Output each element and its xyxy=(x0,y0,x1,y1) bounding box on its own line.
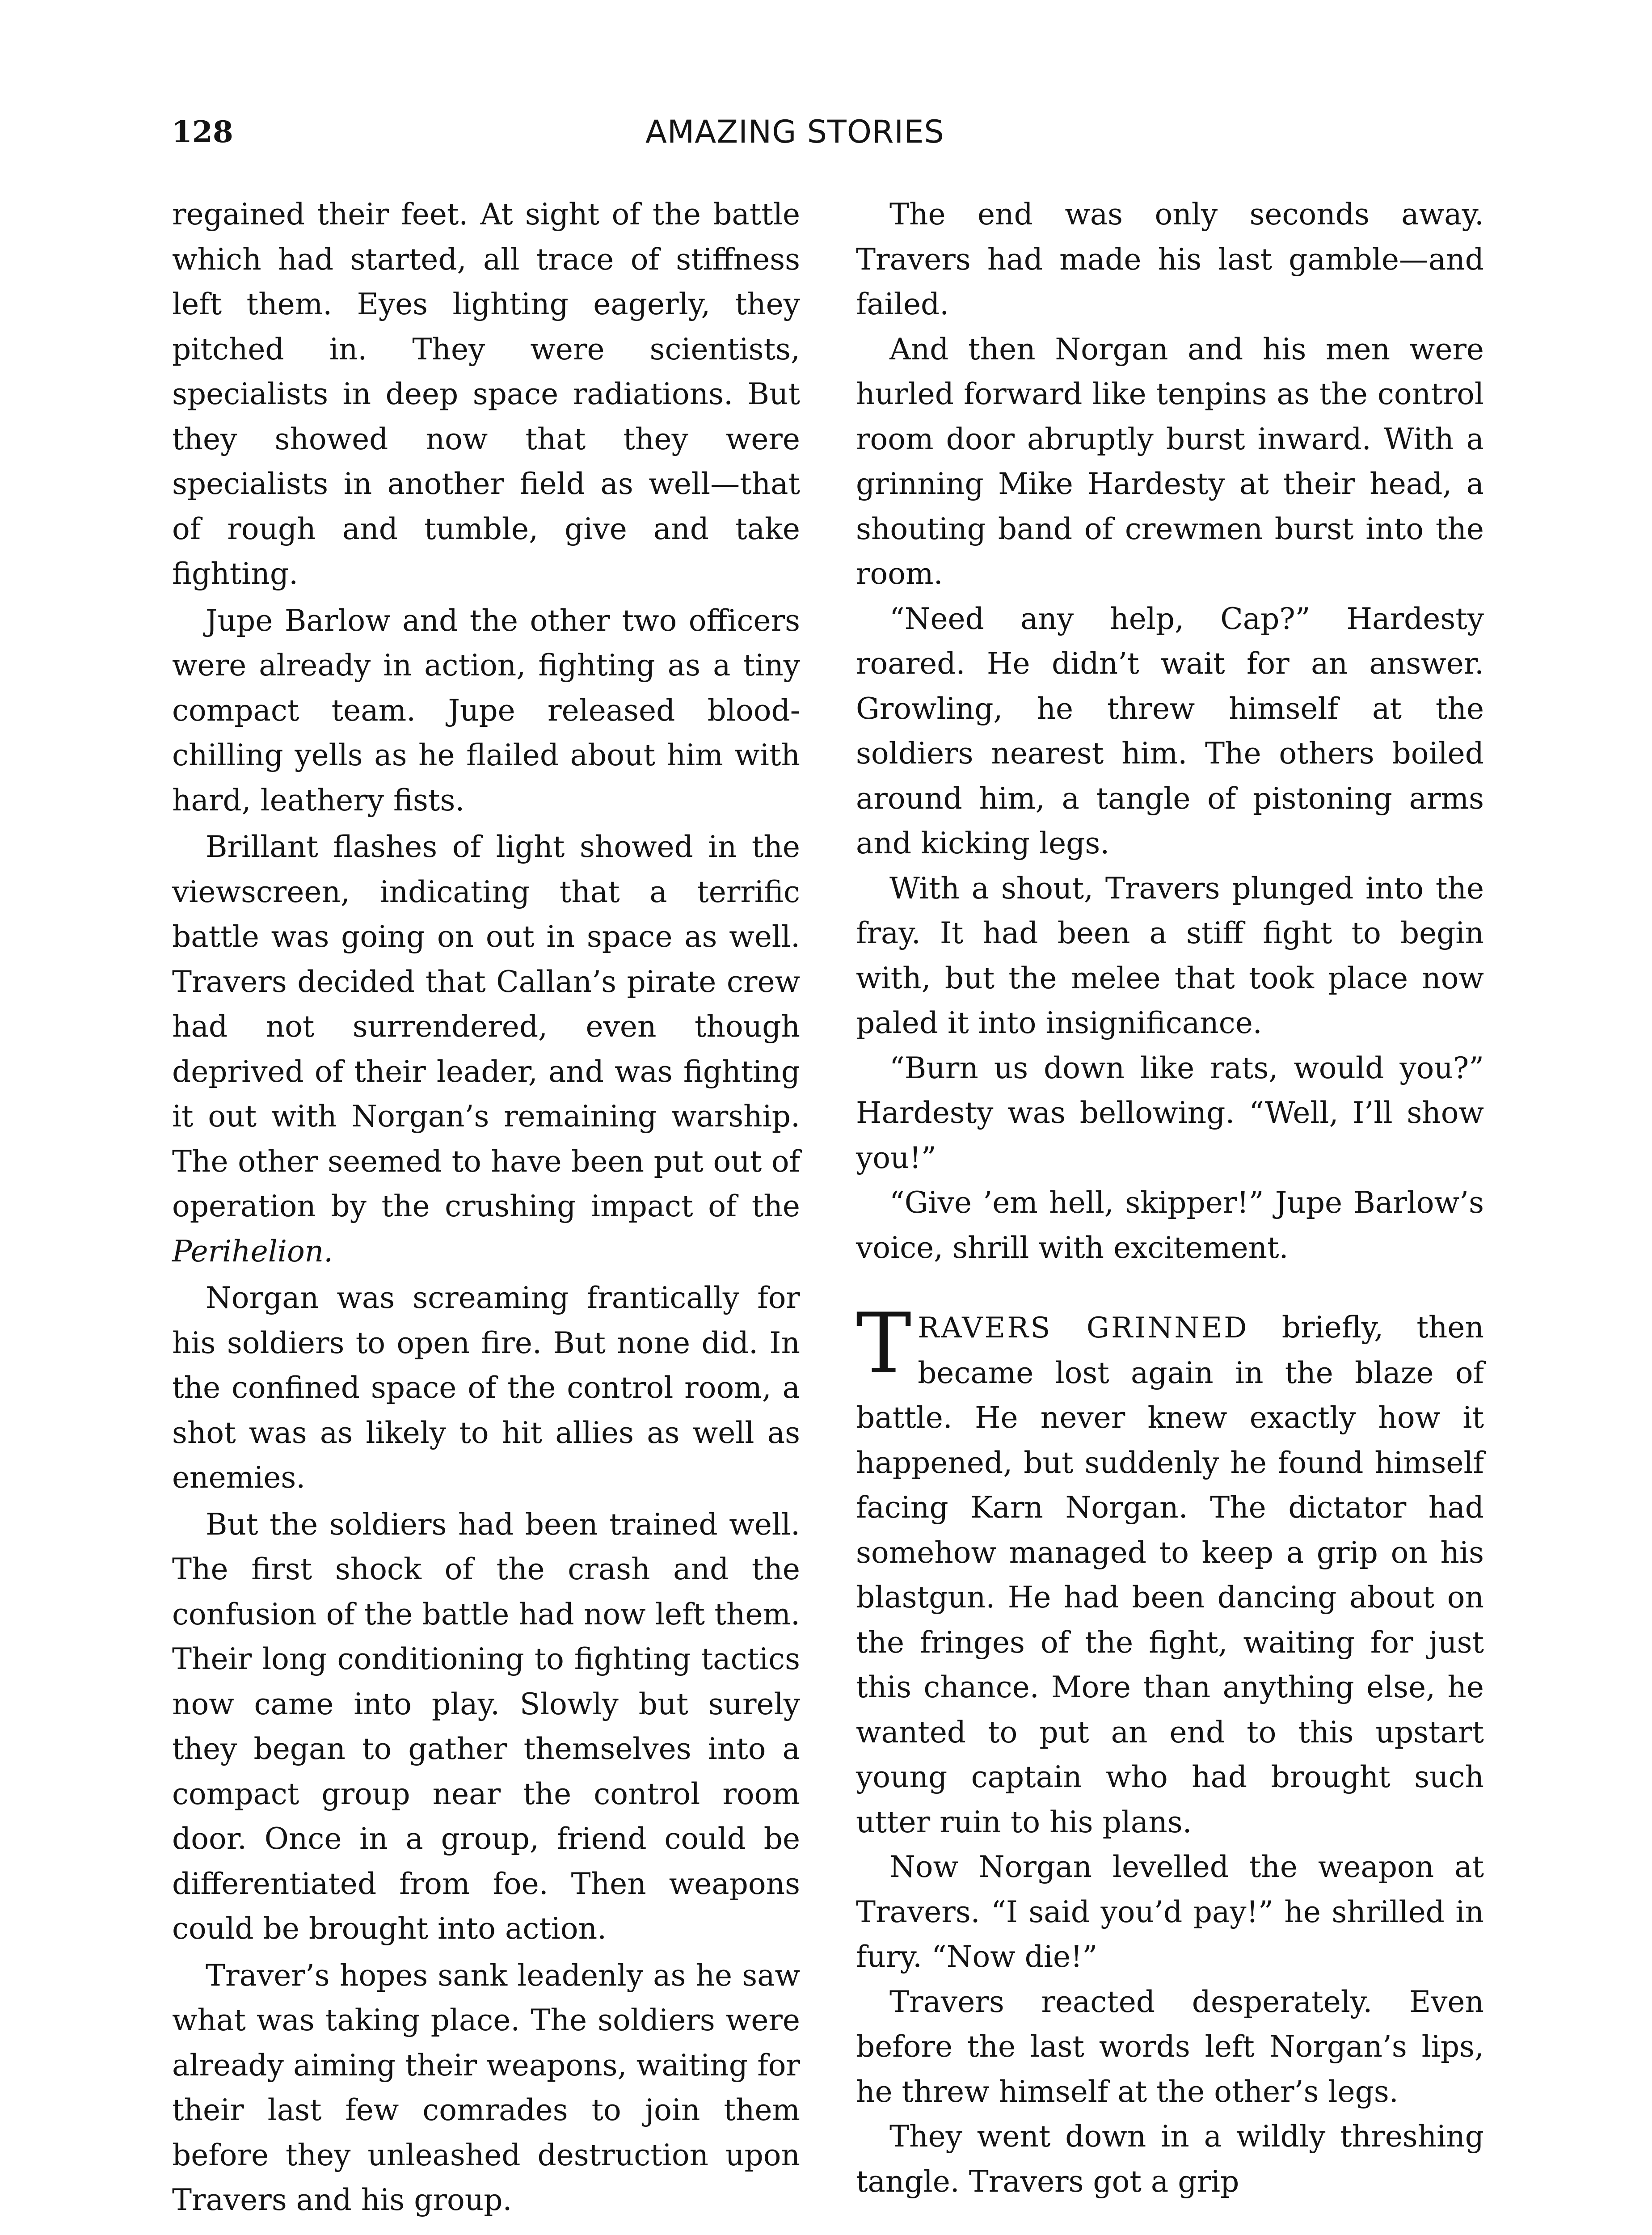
section-break xyxy=(856,1270,1484,1305)
drop-cap: T xyxy=(856,1295,912,1392)
ship-name: Perihelion. xyxy=(172,1234,333,1269)
page-header xyxy=(172,107,1012,156)
magazine-title: AMAZING STORIES xyxy=(645,114,944,150)
left-column xyxy=(172,192,800,2223)
paragraph: “Give ’em hell, skipper!” Jupe Barlow’s voice, shrill with excitement. xyxy=(856,1185,1484,1265)
paragraph: Traver’s hopes sank leadenly as he saw what was taking place. The soldiers were already aiming their weapons, waiting for their last few comrades to join them before they unleashed destruction upon Travers and his group. xyxy=(172,1958,800,2217)
paragraph: The end was only seconds away. Travers had made his last gamble—and failed. xyxy=(856,197,1484,321)
paragraph: Jupe Barlow and the other two officers were already in action, fighting as a tiny compact team. Jupe released blood-chilling yells as he flailed about him with hard, leathery fists. xyxy=(172,603,800,818)
paragraph: Travers reacted desperately. Even before the last words left Norgan’s lips, he threw himself at the other’s legs. xyxy=(856,1984,1484,2109)
paragraph: regained their feet. At sight of the battle which had started, all trace of stiffness left them. Eyes lighting eagerly, they pitched in. They were scientists, specialists in deep space radiations. But they showed now that they were specialists in another field as well—that of rough and tumble, give and take fighting. xyxy=(172,197,800,591)
paragraph-text: Brillant flashes of light showed in the viewscreen, indicating that a terrific battle was going on out in space as well. Travers decided that Callan’s pirate crew had not surrendered, even though deprived of their leader, and was fighting it out with Norgan’s remaining warship. The other seemed to have been put out of operation by the crushing impact of the xyxy=(172,830,800,1223)
paragraph: “Need any help, Cap?” Hardesty roared. He didn’t wait for an answer. Growling, he threw himself at the soldiers nearest him. The others boiled around him, a tangle of pistoning arms and kicking legs. xyxy=(856,601,1484,860)
section-lead: RAVERS GRINNED xyxy=(918,1311,1249,1345)
section-opening-paragraph xyxy=(856,1295,1484,1845)
paragraph: Now Norgan levelled the weapon at Travers. “I said you’d pay!” he shrilled in fury. “Now die!” xyxy=(856,1850,1484,1974)
paragraph-text: briefly, then became lost again in the blaze of battle. He never knew exactly how it happened, but suddenly he found himself facing Karn Norgan. The dictator had somehow managed to keep a grip on his blastgun. He had been dancing about on the fringes of the fight, waiting for just this chance. More than anything else, he wanted to put an end to this upstart young captain who had brought such utter ruin to his plans. xyxy=(856,1310,1484,1839)
paragraph: They went down in a wildly threshing tangle. Travers got a grip xyxy=(856,2119,1484,2199)
paragraph: With a shout, Travers plunged into the fray. It had been a stiff fight to begin with, but the melee that took place now paled it into insignificance. xyxy=(856,871,1484,1040)
paragraph: “Burn us down like rats, would you?” Hardesty was bellowing. “Well, I’ll show you!” xyxy=(856,1050,1484,1175)
paragraph: And then Norgan and his men were hurled forward like tenpins as the control room door abruptly burst inward. With a grinning Mike Hardesty at their head, a shouting band of crewmen burst into the room. xyxy=(856,332,1484,591)
paragraph: But the soldiers had been trained well. The first shock of the crash and the confusion of the battle had now left them. Their long conditioning to fighting tactics now came into play. Slowly but surely they began to gather themselves into a compact group near the control room door. Once in a group, friend could be differentiated from foe. Then weapons could be brought into action. xyxy=(172,1507,800,1946)
paragraph: Norgan was screaming frantically for his soldiers to open fire. But none did. In the confined space of the control room, a shot was as likely to hit allies as well as enemies. xyxy=(172,1281,800,1495)
paragraph xyxy=(172,825,800,1274)
right-column xyxy=(856,192,1484,2204)
page-number: 128 xyxy=(172,114,233,149)
